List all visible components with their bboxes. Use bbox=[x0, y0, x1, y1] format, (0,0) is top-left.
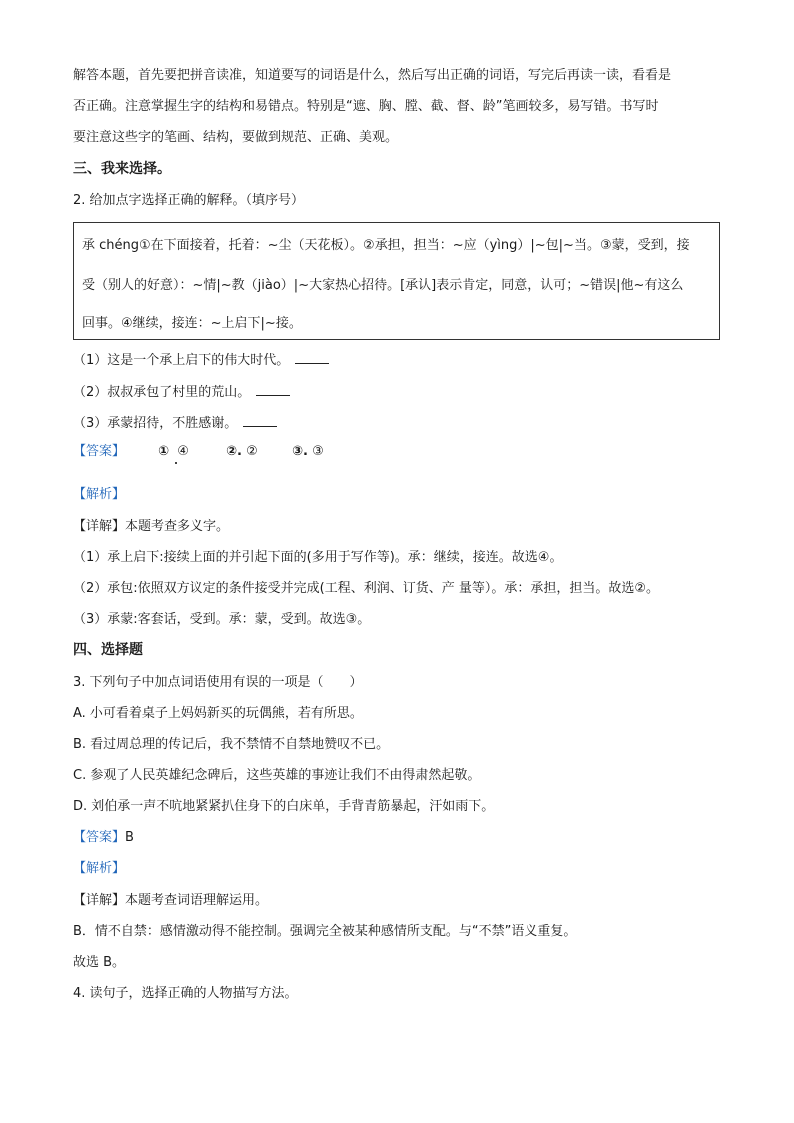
text-line: 解答本题，首先要把拼音读准，知道要写的词语是什么，然后写出正确的词语，写完后再读一读，看看是 bbox=[73, 68, 672, 83]
answer-blank bbox=[295, 351, 329, 364]
answer-number: ②. bbox=[226, 444, 242, 459]
answer-item bbox=[158, 443, 189, 461]
definition-box bbox=[73, 222, 720, 340]
stray-dot bbox=[175, 462, 177, 464]
explanation-line: （2）承包:依照双方议定的条件接受并完成(工程、利润、订货、产 量等）。承：承担，担当。故选②。 bbox=[73, 581, 660, 596]
sub-question bbox=[73, 351, 329, 370]
option-b: B. 看过周总理的传记后，我不禁情不自禁地赞叹不已。 bbox=[73, 737, 390, 752]
answer-number: ① bbox=[158, 444, 170, 459]
option-c: C. 参观了人民英雄纪念碑后，这些英雄的事迹让我们不由得肃然起敬。 bbox=[73, 768, 481, 783]
question-text: 2. 给加点字选择正确的解释。（填序号） bbox=[73, 193, 305, 208]
detail-tag: 【详解】 bbox=[73, 519, 126, 534]
detail-line bbox=[73, 518, 229, 536]
sub-question-text: （2）叔叔承包了村里的荒山。 bbox=[73, 385, 251, 400]
detail-text: 本题考查词语理解运用。 bbox=[125, 893, 269, 908]
explanation-line: （3）承蒙:客套话，受到。承：蒙，受到。故选③。 bbox=[73, 612, 371, 627]
detail-tag: 【详解】 bbox=[73, 893, 126, 908]
option-a: A. 小可看着桌子上妈妈新买的玩偶熊，若有所思。 bbox=[73, 706, 363, 721]
answer-value: B bbox=[125, 830, 134, 845]
answer-value: ② bbox=[246, 444, 258, 459]
detail-line bbox=[73, 892, 268, 910]
answer-blank bbox=[256, 383, 290, 396]
question-text: 4. 读句子，选择正确的人物描写方法。 bbox=[73, 986, 298, 1001]
answer-line bbox=[73, 829, 134, 847]
sub-question-text: （1）这是一个承上启下的伟大时代。 bbox=[73, 353, 290, 368]
text-line: 否正确。注意掌握生字的结构和易错点。特别是“遮、胸、膛、截、督、龄”笔画较多，易写错。书写时 bbox=[73, 99, 659, 114]
analysis-tag: 【解析】 bbox=[73, 487, 126, 502]
sub-question-text: （3）承蒙招待，不胜感谢。 bbox=[73, 416, 238, 431]
answer-item bbox=[292, 443, 324, 461]
answer-tag: 【答案】 bbox=[73, 830, 126, 845]
option-d: D. 刘伯承一声不吭地紧紧扒住身下的白床单，手背青筋暴起，汗如雨下。 bbox=[73, 799, 495, 814]
section-title: 三、我来选择。 bbox=[73, 161, 171, 177]
answer-value: ③ bbox=[312, 444, 324, 459]
analysis-tag: 【解析】 bbox=[73, 861, 126, 876]
explanation-line: B．情不自禁：感情激动得不能控制。强调完全被某种感情所支配。与“不禁”语义重复。 bbox=[73, 924, 577, 939]
text-line: 要注意这些字的笔画、结构，要做到规范、正确、美观。 bbox=[73, 130, 399, 145]
explanation-line: （1）承上启下:接续上面的并引起下面的(多用于写作等)。承：继续，接连。故选④。 bbox=[73, 550, 563, 565]
answer-item bbox=[226, 443, 258, 461]
explanation-line: 故选 B。 bbox=[73, 955, 126, 970]
detail-text: 本题考查多义字。 bbox=[125, 519, 230, 534]
sub-question bbox=[73, 414, 277, 433]
answer-blank bbox=[243, 414, 277, 427]
section-title: 四、选择题 bbox=[73, 642, 143, 658]
definition-line: 承 chéng①在下面接着，托着：~尘（天花板）。②承担，担当：~应（yìng）|~包|~当。③蒙，受到，接 bbox=[82, 238, 690, 253]
definition-line: 受（别人的好意）：~情|~教（jiào）|~大家热心招待。[承认]表示肯定，同意，认可；~错误|他~有这么 bbox=[82, 278, 684, 293]
sub-question bbox=[73, 383, 290, 402]
definition-line: 回事。④继续，接连：~上启下|~接。 bbox=[82, 316, 302, 331]
answer-tag: 【答案】 bbox=[73, 444, 126, 459]
answer-number: ③. bbox=[292, 444, 308, 459]
question-text: 3. 下列句子中加点词语使用有误的一项是（ ） bbox=[73, 675, 363, 690]
answer-value: ④ bbox=[177, 444, 189, 459]
